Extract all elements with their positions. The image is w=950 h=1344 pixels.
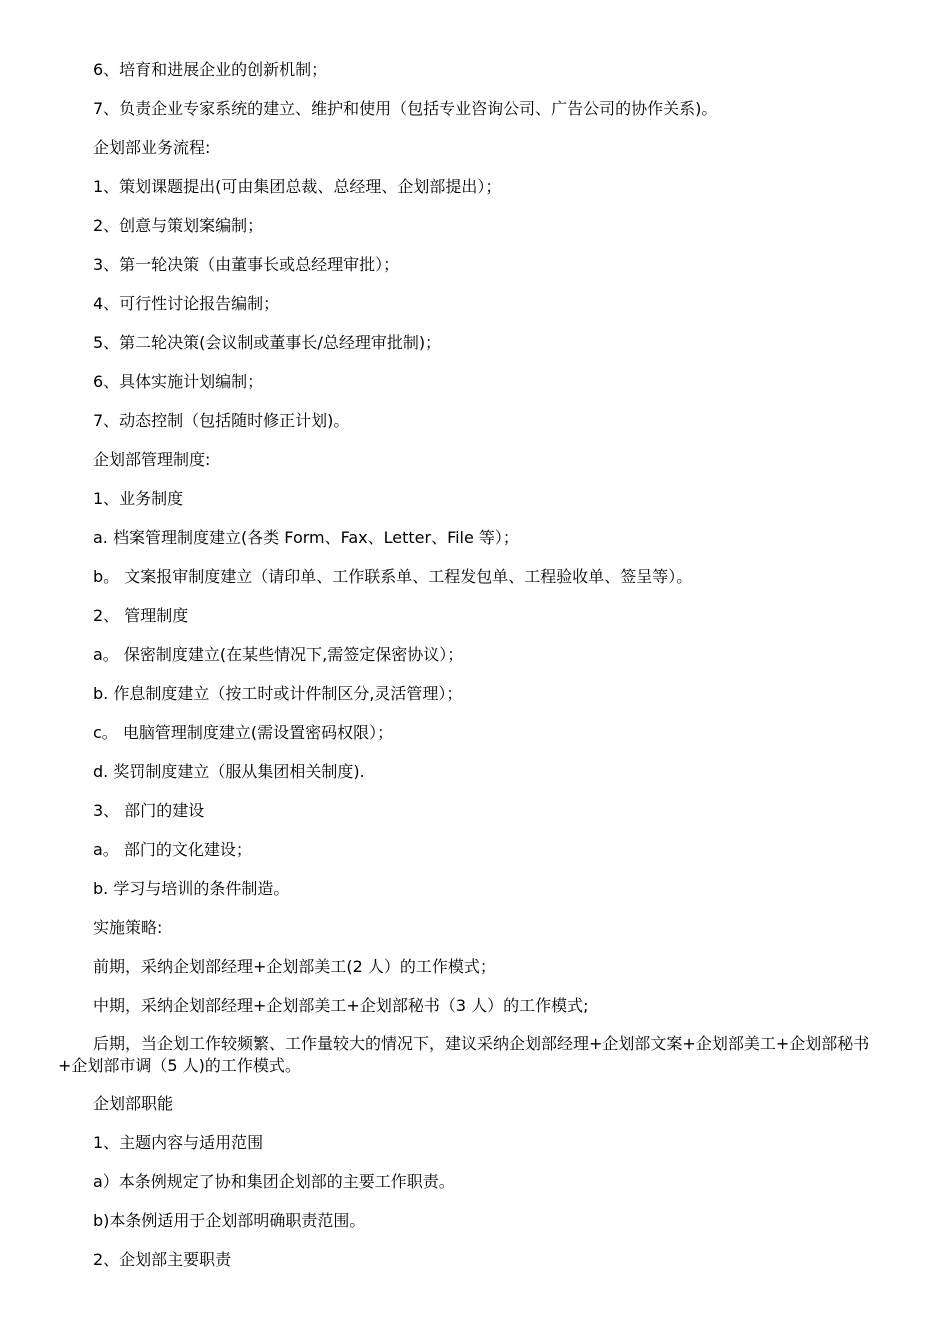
paragraph-28: 1、主题内容与适用范围 <box>93 1133 264 1152</box>
paragraph-7: 4、可行性讨论报告编制； <box>93 294 280 313</box>
paragraph-10: 7、动态控制（包括随时修正计划)。 <box>93 411 350 430</box>
paragraph-20: 3、 部门的建设 <box>93 801 205 820</box>
paragraph-1: 6、培育和进展企业的创新机制； <box>93 60 328 79</box>
paragraph-24: 前期，采纳企划部经理+企划部美工(2 人）的工作模式； <box>93 957 496 976</box>
paragraph-22: b. 学习与培训的条件制造。 <box>93 879 290 898</box>
paragraph-2: 7、负责企业专家系统的建立、维护和使用（包括专业咨询公司、广告公司的协作关系)。 <box>93 99 718 118</box>
document-page <box>58 58 896 1287</box>
paragraph-13: a. 档案管理制度建立(各类 Form、Fax、Letter、File 等）； <box>93 528 519 547</box>
section-heading-functions: 企划部职能 <box>93 1094 174 1113</box>
paragraph-14: b。 文案报审制度建立（请印单、工作联系单、工程发包单、工程验收单、签呈等）。 <box>93 567 693 586</box>
paragraph-16: a。 保密制度建立(在某些情况下,需签定保密协议）； <box>93 645 464 664</box>
paragraph-5: 2、创意与策划案编制； <box>93 216 264 235</box>
paragraph-17: b. 作息制度建立（按工时或计件制区分,灵活管理）； <box>93 684 463 703</box>
paragraph-6: 3、第一轮决策（由董事长或总经理审批）； <box>93 255 400 274</box>
paragraph-18: c。 电脑管理制度建立(需设置密码权限）； <box>93 723 394 742</box>
paragraph-26: 后期，当企划工作较频繁、工作量较大的情况下，建议采纳企划部经理+企划部文案+企划部美工+企划部秘书+企划部市调（5 人)的工作模式。 <box>58 1034 870 1075</box>
paragraph-21: a。 部门的文化建设； <box>93 840 252 859</box>
section-heading-workflow: 企划部业务流程: <box>93 138 211 157</box>
section-heading-management: 企划部管理制度: <box>93 450 211 469</box>
paragraph-30: b)本条例适用于企划部明确职责范围。 <box>93 1211 366 1230</box>
paragraph-12: 1、业务制度 <box>93 489 184 508</box>
paragraph-31: 2、企划部主要职责 <box>93 1250 232 1269</box>
paragraph-4: 1、策划课题提出(可由集团总裁、总经理、企划部提出）； <box>93 177 502 196</box>
paragraph-19: d. 奖罚制度建立（服从集团相关制度). <box>93 762 365 781</box>
paragraph-9: 6、具体实施计划编制； <box>93 372 264 391</box>
section-heading-strategy: 实施策略: <box>93 918 163 937</box>
paragraph-15: 2、 管理制度 <box>93 606 189 625</box>
paragraph-25: 中期，采纳企划部经理+企划部美工+企划部秘书（3 人）的工作模式; <box>93 996 589 1015</box>
paragraph-8: 5、第二轮决策(会议制或董事长/总经理审批制)； <box>93 333 442 352</box>
paragraph-29: a）本条例规定了协和集团企划部的主要工作职责。 <box>93 1172 455 1191</box>
